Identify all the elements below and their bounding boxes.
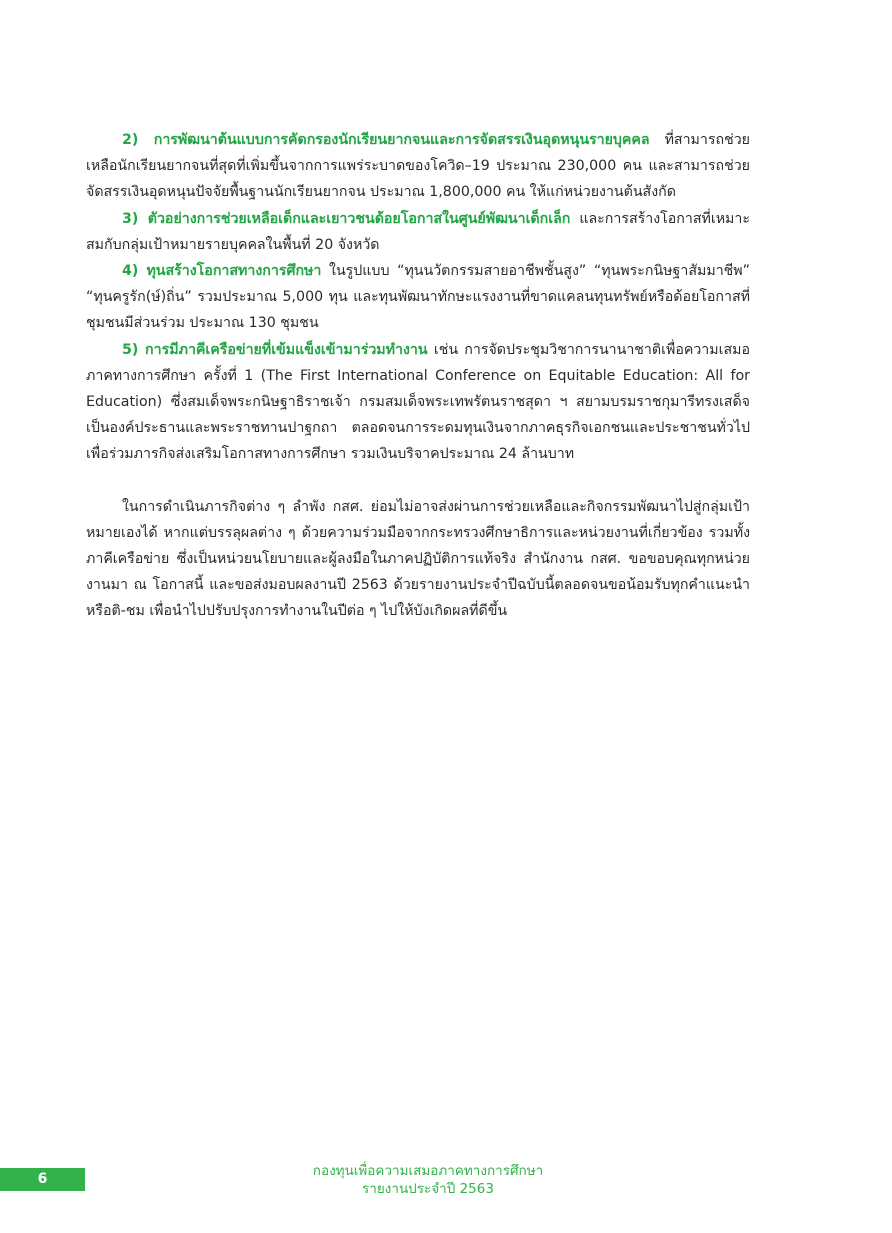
item-body: เช่น การจัดประชุมวิชาการนานาชาติเพื่อความเสมอภาคทางการศึกษา ครั้งที่ 1 (The First International Conference on Equitable Education: All for Education) ซึ่งสมเด็จพระกนิษฐาธิราชเจ้า กรมสมเด็จพระเทพรัตนราชสุดา ฯ สยามบรมราชกุมารีทรงเสด็จเป็นองค์ประธานและพระราชทานปาฐกถา ตลอดจนการระดมทุนเงินจากภาคธุรกิจเอกชนและประชาชนทั่วไป เพื่อร่วมภารกิจส่งเสริมโอกาสทางการศึกษา รวมเงินบริจาคประมาณ 24 ล้านบาท [86,341,750,463]
item-heading: 3) ตัวอย่างการช่วยเหลือเด็กและเยาวชนด้อยโอกาสในศูนย์พัฒนาเด็กเล็ก [122,210,571,227]
item-body: ที่สามารถช่วยเหลือนักเรียนยากจนที่สุดที่เพิ่มขึ้นจากการแพร่ระบาดของโควิด–19 ประมาณ 230,000 คน และสามารถช่วยจัดสรรเงินอุดหนุนปัจจัยพื้นฐานนักเรียนยากจน ประมาณ 1,800,000 คน ให้แก่หน่วยงานต้นสังกัด [86,132,750,201]
main-content [86,127,750,625]
item-heading: 2) การพัฒนาต้นแบบการคัดกรองนักเรียนยากจนและการจัดสรรเงินอุดหนุนรายบุคคล [122,132,650,148]
closing-paragraph: ในการดำเนินภารกิจต่าง ๆ ลำพัง กสศ. ย่อมไม่อาจส่งผ่านการช่วยเหลือและกิจกรรมพัฒนาไปสู่กลุ่มเป้าหมายเองได้ หากแต่บรรลุผลต่าง ๆ ด้วยความร่วมมือจากกระทรวงศึกษาธิการและหน่วยงานที่เกี่ยวข้อง รวมทั้งภาคีเครือข่าย ซึ่งเป็นหน่วยนโยบายและผู้ลงมือในภาคปฏิบัติการแท้จริง สำนักงาน กสศ. ขอขอบคุณทุกหน่วยงานมา ณ โอกาสนี้ และขอส่งมอบผลงานปี 2563 ด้วยรายงานประจำปีฉบับนี้ตลอดจนขอน้อมรับทุกคำแนะนำ หรือติ-ชม เพื่อนำไปปรับปรุงการทำงานในปีต่อ ๆ ไปให้บังเกิดผลที่ดีขึ้น [86,498,750,620]
item-body: และการสร้างโอกาสที่เหมาะสมกับกลุ่มเป้าหมายรายบุคคลในพื้นที่ 20 จังหวัด [86,210,750,253]
paragraph-item-2 [86,127,750,206]
paragraph-item-4 [86,258,750,337]
footer-line-report: รายงานประจำปี 2563 [362,1181,494,1197]
item-heading: 4) ทุนสร้างโอกาสทางการศึกษา [122,263,322,280]
item-body: ในรูปแบบ “ทุนนวัตกรรมสายอาชีพชั้นสูง” “ทุนพระกนิษฐาสัมมาชีพ” “ทุนครูรัก(ษ์)ถิ่น” รวมประมาณ 5,000 ทุน และทุนพัฒนาทักษะแรงงานที่ขาดแคลนทุนทรัพย์หรือด้อยโอกาสที่ชุมชนมีส่วนร่วม ประมาณ 130 ชุมชน [86,263,750,332]
page-number-badge: 6 [0,1168,85,1191]
item-heading: 5) การมีภาคีเครือข่ายที่เข้มแข็งเข้ามาร่วมทำงาน [122,341,428,358]
footer-title [230,1162,626,1198]
paragraph-item-5 [86,337,750,468]
footer-line-organization: กองทุนเพื่อความเสมอภาคทางการศึกษา [312,1163,544,1179]
paragraph-item-3 [86,206,750,258]
